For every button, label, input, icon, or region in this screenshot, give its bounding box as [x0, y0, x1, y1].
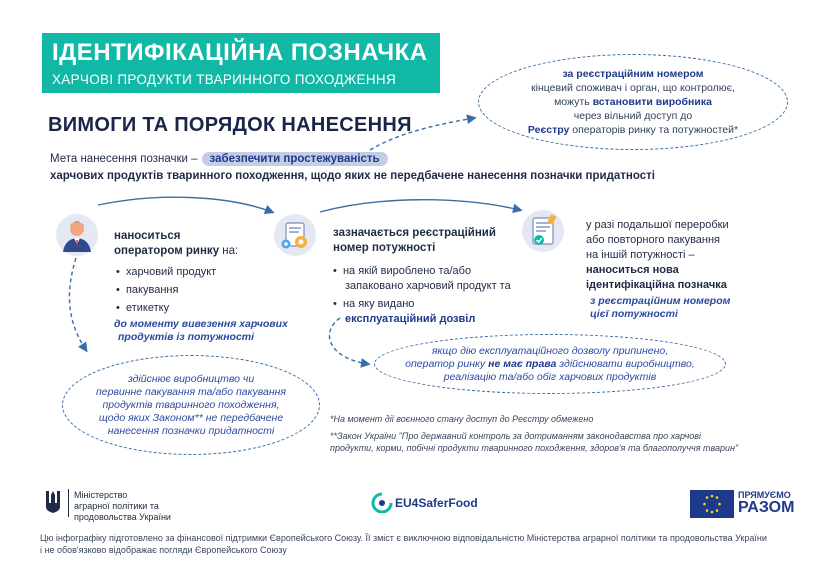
permit-line1: якщо дію експлуатаційного дозволу припинено,: [431, 344, 669, 357]
footer-line1: Цю інфографіку підготовлено за фінансової підтримки Європейського Союзу. Її зміст є виключною відповідальністю Міністерства аграрної політики та продовольства України: [40, 533, 767, 543]
footnote-1: *На момент дії воєнного стану доступ до Реєстру обмежено: [330, 414, 594, 424]
arrow-to-left-bubble: [69, 258, 86, 350]
arrow-col1-col2: [98, 197, 272, 212]
col3-line4: наноситься нова: [586, 264, 679, 276]
col3-line1: у разі подальшої переробки: [586, 219, 729, 231]
list-item: • пакування: [116, 284, 179, 296]
col3-line2: або повторного пакування: [586, 234, 721, 246]
col1-note-line2: продуктів із потужності: [118, 331, 255, 343]
permit-bubble: [374, 334, 726, 394]
col2-heading-line1: зазначається реєстраційний: [333, 227, 496, 239]
ukraine-trident-icon: [44, 489, 62, 520]
col1-list: [116, 265, 216, 316]
col2-item1-line1: на якій вироблено та/або: [342, 265, 472, 277]
list-item: • харчовий продукт: [116, 266, 217, 278]
page-title: ІДЕНТИФІКАЦІЙНА ПОЗНАЧКА: [52, 39, 428, 66]
col1-heading: [114, 229, 238, 259]
permit-line2: [405, 358, 695, 371]
eu4saferfood-logo: EU4SaferFood: [395, 496, 478, 510]
list-item: • етикетку: [116, 302, 170, 314]
producer-line3: продуктів тваринного походження,: [102, 398, 280, 411]
operator-icon: [56, 214, 98, 256]
registry-line4: через вільний доступ до: [573, 110, 693, 122]
ministry-line3: продовольства України: [74, 512, 171, 522]
pryamuyemo-text: ПРЯМУЄМО: [738, 490, 791, 500]
registry-line5b: операторів ринку та потужностей*: [569, 124, 739, 136]
producer-line4: щодо яких Законом** не передбачене: [98, 411, 284, 424]
registry-line5: [528, 123, 738, 137]
col3-note-line2: цієї потужності: [590, 308, 678, 320]
arrow-to-top-bubble: [370, 118, 474, 150]
registry-line1: за реєстраційним номером: [562, 68, 704, 80]
registry-line5a: Реєстру: [527, 124, 570, 136]
razom-text: РАЗОМ: [738, 499, 795, 516]
purpose-line2: харчових продуктів тваринного походження, щодо яких не передбачене нанесення позначки придатності: [50, 170, 655, 182]
footnote-2-line2: продукти, корми, побічні продукти тваринного походження, здоров'я та благополуччя тварин": [330, 443, 739, 453]
col3-line5: ідентифікаційна позначка: [586, 279, 727, 291]
ministry-line1: Міністерство: [74, 490, 128, 500]
registry-bubble: [478, 54, 788, 150]
col2-heading: [333, 226, 496, 256]
registry-line3: [554, 95, 712, 109]
col3-text: [586, 218, 729, 293]
col3-note-line1: з реєстраційним номером: [590, 295, 731, 307]
col1-item-packaging: пакування: [125, 284, 179, 296]
producer-bubble: [62, 355, 320, 455]
col2-heading-line2: номер потужності: [333, 242, 436, 254]
footnote-2: [330, 430, 738, 454]
arrow-col2-col3: [320, 200, 520, 212]
footer-disclaimer: [40, 532, 767, 556]
producer-line1: здійснює виробництво чи: [127, 372, 255, 385]
permit-line2a: оператор ринку: [405, 357, 489, 370]
registry-line3a: можуть: [554, 96, 593, 108]
registry-line2: кінцевий споживач і орган, що контролює,: [531, 82, 735, 94]
page-subtitle: ХАРЧОВІ ПРОДУКТИ ТВАРИННОГО ПОХОДЖЕННЯ: [52, 72, 397, 87]
col1-note: [114, 318, 288, 344]
permit-line2c: здійснювати виробництво,: [556, 357, 695, 370]
col1-note-line1: до моменту вивезення харчових: [114, 318, 288, 330]
permit-line3: реалізацію та/або обіг харчових продуктів: [443, 370, 657, 383]
col2-list: [333, 264, 511, 327]
producer-line2: первинне пакування та/або пакування: [95, 385, 287, 398]
col2-item1-line2: запаковано харчовий продукт та: [345, 280, 511, 292]
ministry-logo-text: [74, 490, 171, 523]
permit-line2b: не має права: [488, 357, 557, 370]
col1-heading-line2: [114, 244, 238, 259]
col1-heading-bold: оператором ринку: [114, 245, 220, 257]
col1-heading-line1: наноситься: [114, 230, 181, 242]
col1-heading-tail: на:: [219, 245, 239, 257]
col1-item-product: харчовий продукт: [125, 266, 217, 278]
footer-line2: і не обов'язково відображає погляди Європейського Союзу: [40, 545, 287, 555]
eu-flag-icon: [690, 490, 734, 518]
approved-document-icon: [522, 210, 564, 252]
col3-note: [590, 295, 730, 321]
col3-line3: на іншій потужності –: [586, 249, 695, 261]
purpose-pill: забезпечити простежуваність: [202, 152, 388, 166]
section-title: ВИМОГИ ТА ПОРЯДОК НАНЕСЕННЯ: [48, 114, 412, 136]
producer-line5: нанесення позначки придатності: [107, 424, 275, 437]
col2-item2-line1: на яку видано: [342, 298, 415, 310]
ministry-line2: аграрної політики та: [74, 501, 159, 511]
list-item: • на якій вироблено та/або: [333, 265, 472, 277]
eu4saferfood-icon: [370, 491, 394, 518]
list-item: • на яку видано: [333, 298, 415, 310]
logo-divider: [68, 489, 69, 517]
purpose-lead: Мета нанесення позначки –: [50, 153, 198, 165]
registry-line3b: встановити виробника: [592, 96, 712, 108]
footnote-2-line1: **Закон України "Про державний контроль за дотриманням законодавства про харчові: [330, 431, 701, 441]
col2-item2-line2: експлуатаційний дозвіл: [345, 313, 476, 325]
purpose-line: [50, 152, 388, 166]
col1-item-label: етикетку: [125, 302, 170, 314]
settings-document-icon: [274, 214, 316, 256]
